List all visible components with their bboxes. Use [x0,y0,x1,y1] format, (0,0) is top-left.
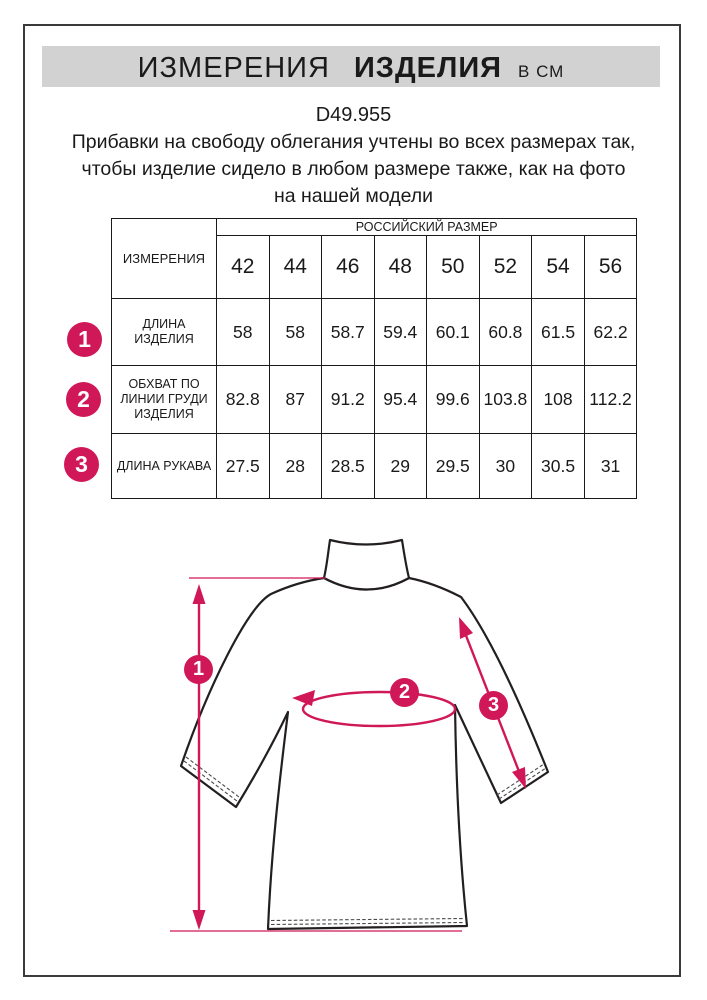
size-cell: 42 [217,236,270,299]
fit-note-line: чтобы изделие сидело в любом размере также, как на фото [81,158,626,180]
size-cell: 56 [584,236,637,299]
row-label: ОБХВАТ ПО ЛИНИИ ГРУДИ ИЗДЕЛИЯ [112,366,217,434]
size-cell: 44 [269,236,322,299]
value-cell: 62.2 [584,299,637,366]
size-cell: 52 [479,236,532,299]
fit-note-line: на нашей модели [273,185,434,207]
row-label: ДЛИНА ИЗДЕЛИЯ [112,299,217,366]
value-cell: 91.2 [322,366,375,434]
value-cell: 61.5 [532,299,585,366]
size-cell: 54 [532,236,585,299]
value-cell: 60.1 [427,299,480,366]
value-cell: 103.8 [479,366,532,434]
value-cell: 28 [269,434,322,499]
row-label: ДЛИНА РУКАВА [112,434,217,499]
value-cell: 28.5 [322,434,375,499]
title-product: ИЗДЕЛИЯ [353,52,503,84]
measure-header-cell: ИЗМЕРЕНИЯ [112,219,217,299]
value-cell: 58.7 [322,299,375,366]
size-cell: 50 [427,236,480,299]
value-cell: 31 [584,434,637,499]
measure-3-badge-icon: 3 [64,447,99,482]
value-cell: 59.4 [374,299,427,366]
size-cell: 46 [322,236,375,299]
value-cell: 108 [532,366,585,434]
value-cell: 99.6 [427,366,480,434]
diagram-1-badge-icon: 1 [184,655,213,684]
value-cell: 30 [479,434,532,499]
value-cell: 27.5 [217,434,270,499]
size-cell: 48 [374,236,427,299]
value-cell: 95.4 [374,366,427,434]
value-cell: 60.8 [479,299,532,366]
measure-1-badge-icon: 1 [67,322,102,357]
arrow-up-icon [193,584,206,604]
value-cell: 87 [269,366,322,434]
diagram-2-badge-icon: 2 [390,678,419,707]
diagram-3-badge-icon: 3 [479,691,508,720]
garment-body-outline [181,578,548,929]
value-cell: 58 [217,299,270,366]
garment-collar [324,540,409,590]
value-cell: 82.8 [217,366,270,434]
fit-note-line: Прибавки на свободу облегания учтены во всех размерах так, [71,131,636,153]
measure-2-badge-icon: 2 [66,382,101,417]
value-cell: 112.2 [584,366,637,434]
value-cell: 30.5 [532,434,585,499]
title-measurements: ИЗМЕРЕНИЯ [137,52,330,84]
value-cell: 58 [269,299,322,366]
size-group-header: РОССИЙСКИЙ РАЗМЕР [217,219,637,236]
value-cell: 29.5 [427,434,480,499]
product-code: D49.955 [315,104,392,126]
title-units: В СМ [518,62,565,81]
arrow-down-icon [193,910,206,930]
value-cell: 29 [374,434,427,499]
